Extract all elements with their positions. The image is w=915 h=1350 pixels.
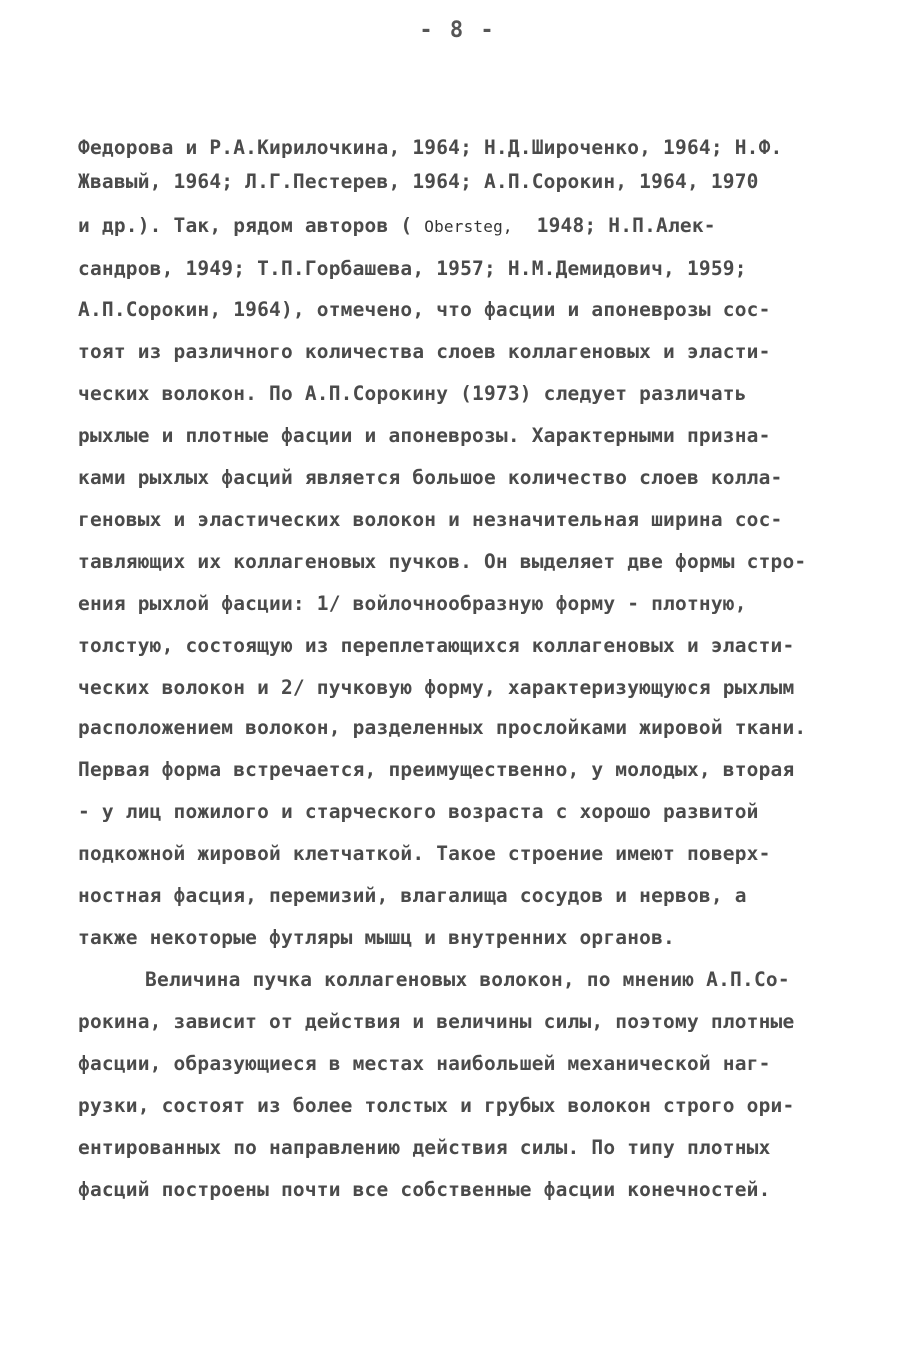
text-line: ческих волокон и 2/ пучковую форму, характеризующуюся рыхлым bbox=[78, 676, 795, 699]
text-line: Федорова и Р.А.Кирилочкина, 1964; Н.Д.Широченко, 1964; Н.Ф. bbox=[78, 136, 783, 159]
text-line: толстую, состоящую из переплетающихся коллагеновых и эласти- bbox=[78, 634, 795, 657]
text-line: ентированных по направлению действия силы. По типу плотных bbox=[78, 1136, 771, 1159]
text-line: рузки, состоят из более толстых и грубых волокон строго ори- bbox=[78, 1094, 795, 1117]
text-line: подкожной жировой клетчаткой. Такое строение имеют поверх- bbox=[78, 842, 771, 865]
text-line: Первая форма встречается, преимущественно, у молодых, вторая bbox=[78, 758, 795, 781]
text-line: - у лиц пожилого и старческого возраста с хорошо развитой bbox=[78, 800, 759, 823]
text-line: фасции, образующиеся в местах наибольшей механической наг- bbox=[78, 1052, 771, 1075]
text-line: ческих волокон. По А.П.Сорокину (1973) следует различать bbox=[78, 382, 747, 405]
text-line: Величина пучка коллагеновых волокон, по мнению А.П.Со- bbox=[145, 968, 790, 991]
text-line: рыхлые и плотные фасции и апоневрозы. Характерными призна- bbox=[78, 424, 771, 447]
text-line: сандров, 1949; Т.П.Горбашева, 1957; Н.М.Демидович, 1959; bbox=[78, 257, 747, 280]
text-line bbox=[78, 214, 716, 237]
text-line: геновых и эластических волокон и незначительная ширина сос- bbox=[78, 508, 783, 531]
text-segment: 1948; Н.П.Алек- bbox=[512, 214, 716, 237]
text-segment: и др.). Так, рядом авторов ( bbox=[78, 214, 425, 237]
text-line: ения рыхлой фасции: 1/ войлочнообразную форму - плотную, bbox=[78, 592, 747, 615]
text-line: рокина, зависит от действия и величины силы, поэтому плотные bbox=[78, 1010, 795, 1033]
text-line: также некоторые футляры мышц и внутренних органов. bbox=[78, 926, 675, 949]
page-number: - 8 - bbox=[419, 18, 496, 43]
latin-author-name: Obersteg, bbox=[424, 217, 513, 236]
text-line: ностная фасция, перемизий, влагалища сосудов и нервов, а bbox=[78, 884, 747, 907]
text-line: тавляющих их коллагеновых пучков. Он выделяет две формы стро- bbox=[78, 550, 807, 573]
text-line: А.П.Сорокин, 1964), отмечено, что фасции и апоневрозы сос- bbox=[78, 298, 771, 321]
text-line: тоят из различного количества слоев коллагеновых и эласти- bbox=[78, 340, 771, 363]
text-line: фасций построены почти все собственные фасции конечностей. bbox=[78, 1178, 771, 1201]
text-line: ками рыхлых фасций является большое количество слоев колла- bbox=[78, 466, 783, 489]
text-line: Жвавый, 1964; Л.Г.Пестерев, 1964; А.П.Сорокин, 1964, 1970 bbox=[78, 170, 759, 193]
text-line: расположением волокон, разделенных прослойками жировой ткани. bbox=[78, 716, 807, 739]
